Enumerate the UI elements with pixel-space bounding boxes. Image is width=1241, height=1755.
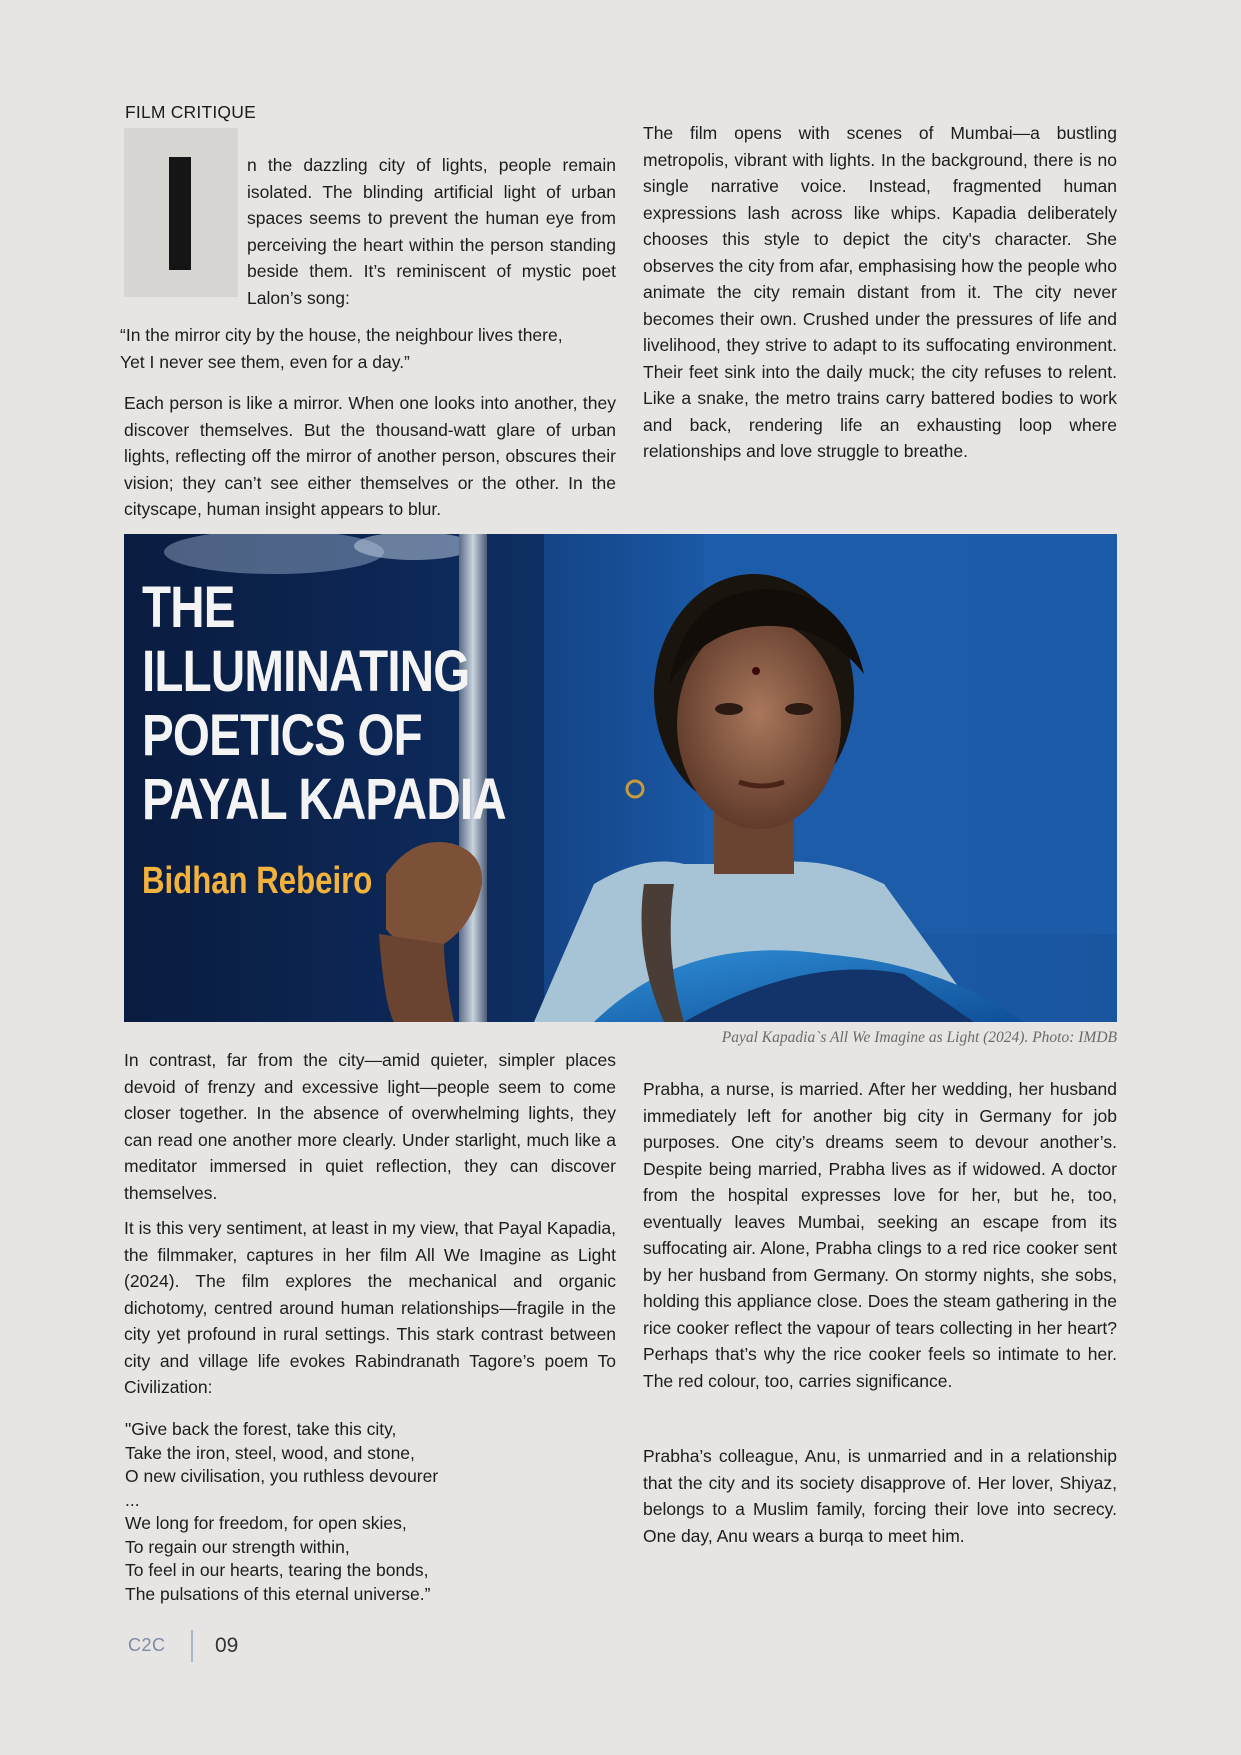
quote-line: “In the mirror city by the house, the neighbour lives there,: [120, 325, 563, 345]
section-kicker: FILM CRITIQUE: [125, 102, 256, 122]
sentiment-paragraph: It is this very sentiment, at least in my view, that Payal Kapadia, the filmmaker, captures in her film All We Imagine as Light (2024). The film explores the mechanical and organic dichotomy, centred around human relationships—fragile in the city yet profound in rural settings. This stark contrast between city and village life evokes Rabindranath Tagore’s poem To Civilization:: [124, 1218, 616, 1397]
poem-line: To regain our strength within,: [125, 1536, 350, 1557]
intro-paragraph: n the dazzling city of lights, people remain isolated. The blinding artificial light of urban spaces seems to prevent the human eye from perceiving the heart within the person standing beside them. It’s reminiscent of mystic poet Lalon’s song:: [247, 155, 616, 308]
poem-line: "Give back the forest, take this city,: [125, 1419, 397, 1439]
tagore-poem: [125, 1418, 438, 1606]
footer-brand: C2C: [128, 1635, 166, 1655]
mirror-paragraph: Each person is like a mirror. When one looks into another, they discover themselves. But the thousand-watt glare of urban lights, reflecting off the mirror of another person, obscures their vision; they can’t see either themselves or the other. In the cityscape, human insight appears to blur.: [124, 393, 616, 519]
poem-line: Take the iron, steel, wood, and stone,: [125, 1442, 415, 1463]
hero-title-line: POETICS OF: [142, 703, 422, 768]
poem-line: We long for freedom, for open skies,: [125, 1513, 407, 1533]
footer-divider: [191, 1630, 193, 1662]
poem-line: The pulsations of this eternal universe.”: [125, 1583, 431, 1604]
anu-paragraph: Prabha’s colleague, Anu, is unmarried and in a relationship that the city and its society disapprove of. Her lover, Shiyaz, belongs to a Muslim family, forcing their love into secrecy. One day, Anu wears a burqa to meet him.: [643, 1446, 1117, 1546]
prabha-paragraph: Prabha, a nurse, is married. After her wedding, her husband immediately left for another big city in Germany for job purposes. One city’s dreams seem to devour another’s. Despite being married, Prabha lives as if widowed. A doctor from the hospital expresses love for her, but he, too, eventually leaves Mumbai, seeking an escape from its suffocating air. Alone, Prabha clings to a red rice cooker sent by her husband from Germany. On stormy nights, she sobs, holding this appliance close. Does the steam gathering in the rice cooker reflect the vapour of tears collecting in her heart? Perhaps that’s why the rice cooker feels so intimate to her. The red colour, too, carries significance.: [643, 1079, 1117, 1391]
drop-cap-letter: [169, 157, 191, 270]
quote-line: Yet I never see them, even for a day.”: [120, 352, 410, 372]
contrast-paragraph: In contrast, far from the city—amid quieter, simpler places devoid of frenzy and excessive light—people seem to come closer together. In the absence of overwhelming lights, they can read one another more clearly. Under starlight, much like a meditator immersed in quiet reflection, they can discover themselves.: [124, 1050, 616, 1203]
hero-title: [142, 576, 506, 832]
hero-image: [124, 534, 1117, 1022]
poem-line: O new civilisation, you ruthless devourer: [125, 1466, 439, 1486]
hero-title-line: PAYAL KAPADIA: [142, 767, 506, 832]
lalon-quote: [120, 322, 563, 376]
poem-line: ...: [125, 1489, 140, 1510]
hero-author: Bidhan Rebeiro: [142, 860, 373, 902]
hero-title-line: ILLUMINATING: [142, 639, 470, 704]
hero-title-line: THE: [142, 575, 235, 640]
page-number: 09: [215, 1634, 239, 1657]
mumbai-paragraph: The film opens with scenes of Mumbai—a bustling metropolis, vibrant with lights. In the background, there is no single narrative voice. Instead, fragmented human expressions lash across like whips. Kapadia deliberately chooses this style to depict the city's character. She observes the city from afar, emphasising how the people who animate the city remain distant from it. The city never becomes their own. Crushed under the pressures of life and livelihood, they strive to adapt to its suffocating environment. Their feet sink into the daily muck; the city refuses to relent. Like a snake, the metro trains carry battered bodies to work and back, rendering life an exhausting loop where relationships and love struggle to breathe.: [643, 123, 1117, 461]
poem-line: To feel in our hearts, tearing the bonds,: [125, 1560, 429, 1580]
image-caption: Payal Kapadia`s All We Imagine as Light (2024). Photo: IMDB: [721, 1029, 1117, 1046]
